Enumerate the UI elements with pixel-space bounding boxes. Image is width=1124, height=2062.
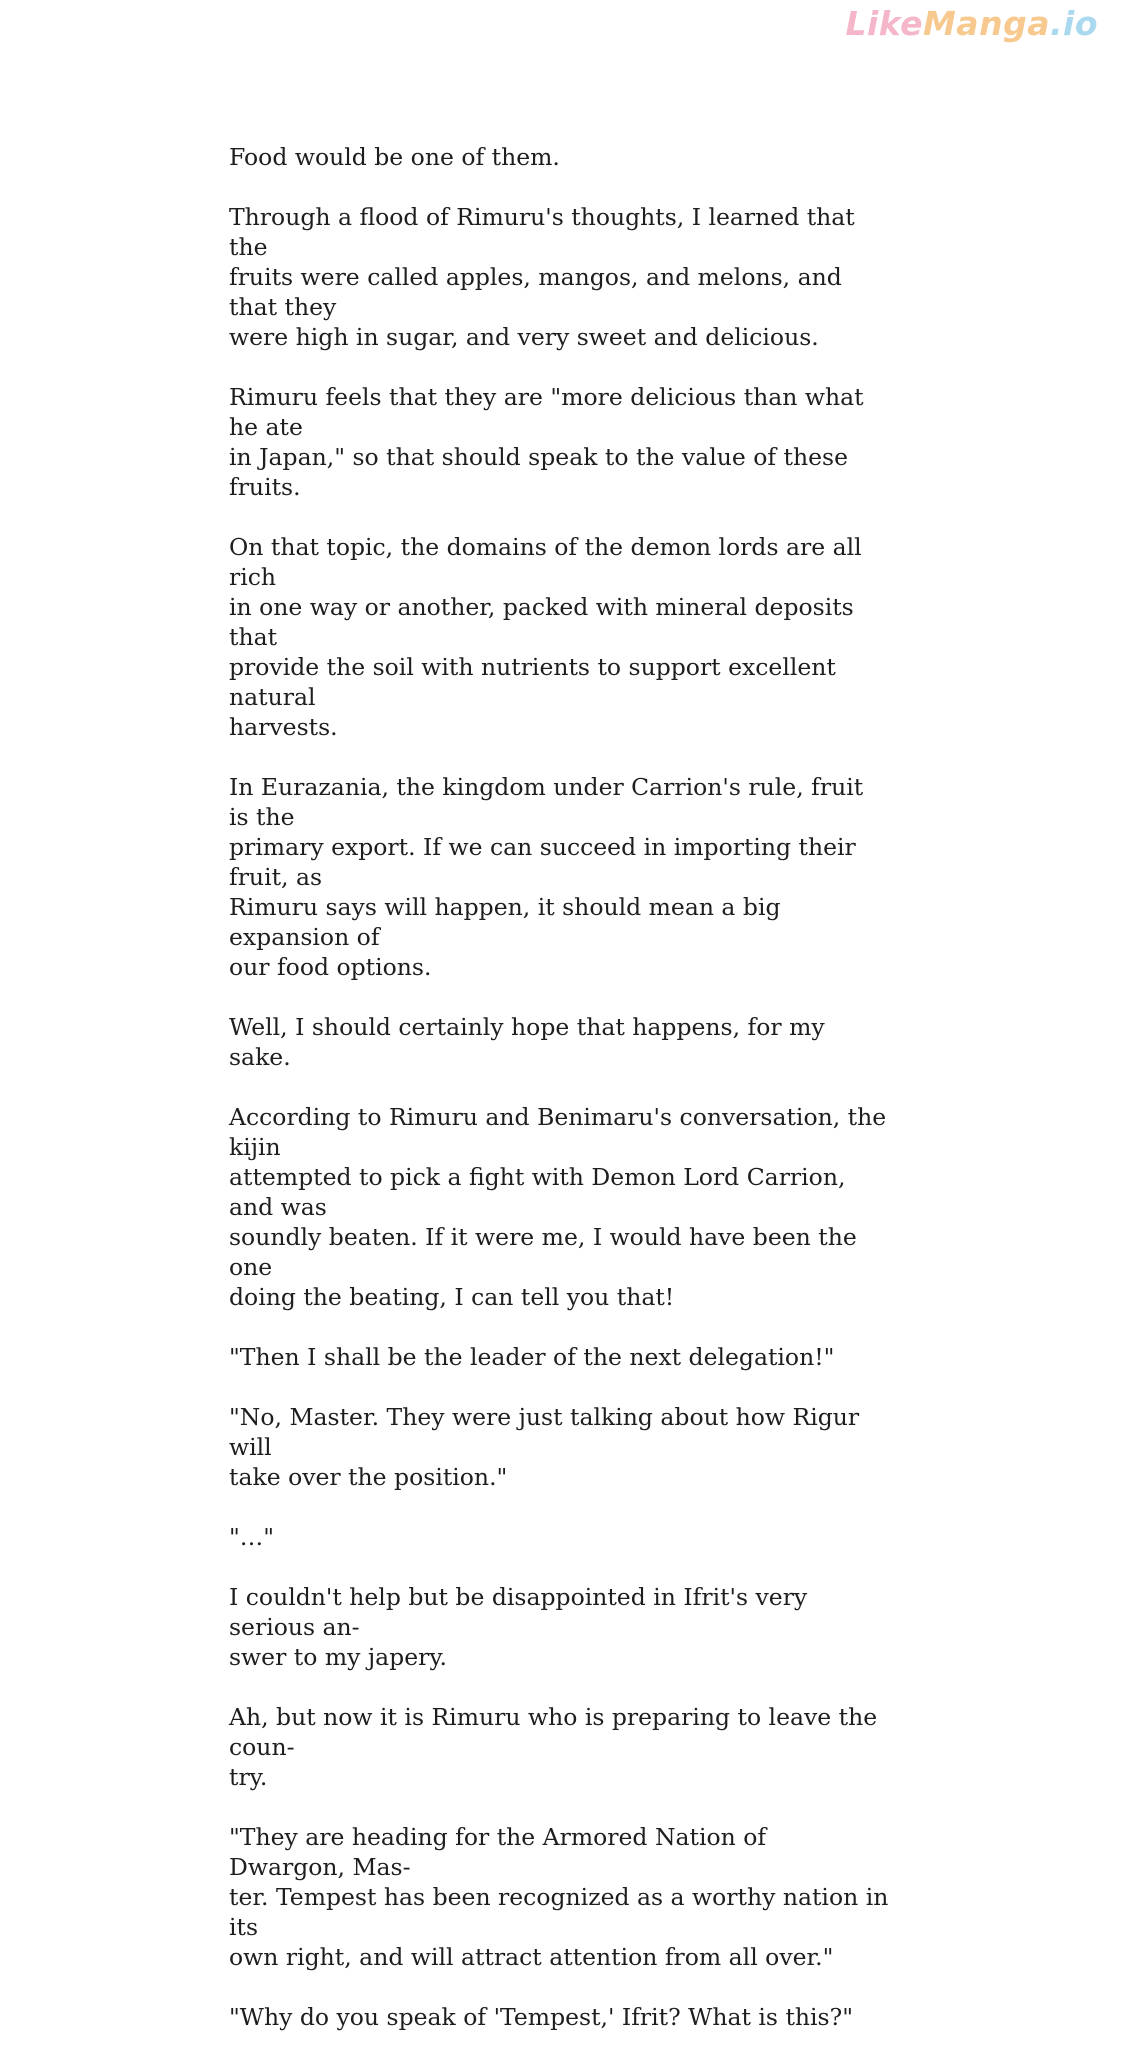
paragraph: Through a flood of Rimuru's thoughts, I learned that the fruits were called apples, mangos, and melons, and that they were high in sugar, and very sweet and delicious. <box>229 203 855 351</box>
novel-text-body <box>229 142 889 2062</box>
paragraph: Ah, but now it is Rimuru who is preparing to leave the coun- try. <box>229 1703 878 1791</box>
watermark-part-manga: Manga <box>922 4 1050 43</box>
paragraph: According to Rimuru and Benimaru's conversation, the kijin attempted to pick a fight with Demon Lord Carrion, and was soundly beaten. If it were me, I would have been the one doing the beating, I can tell you that! <box>229 1103 887 1311</box>
paragraph: Well, I should certainly hope that happens, for my sake. <box>229 1013 825 1071</box>
site-watermark-logo <box>845 4 1098 43</box>
paragraph: Rimuru feels that they are "more delicious than what he ate in Japan," so that should speak to the value of these fruits. <box>229 383 864 501</box>
paragraph: "No, Master. They were just talking about how Rigur will take over the position." <box>229 1403 860 1491</box>
paragraph: "…" <box>229 1523 275 1551</box>
paragraph: "Then I shall be the leader of the next delegation!" <box>229 1343 835 1371</box>
paragraph: Food would be one of them. <box>229 143 560 171</box>
paragraph: On that topic, the domains of the demon lords are all rich in one way or another, packed with mineral deposits that provide the soil with nutrients to support excellent natural harvests. <box>229 533 862 741</box>
watermark-part-like: Like <box>845 4 923 43</box>
paragraph: In Eurazania, the kingdom under Carrion's rule, fruit is the primary export. If we can succeed in importing their fruit, as Rimuru says will happen, it should mean a big expansion of our food options. <box>229 773 864 981</box>
paragraph: I couldn't help but be disappointed in Ifrit's very serious an- swer to my japery. <box>229 1583 808 1671</box>
paragraph: "Why do you speak of 'Tempest,' Ifrit? What is this?" <box>229 2003 854 2031</box>
paragraph: "They are heading for the Armored Nation of Dwargon, Mas- ter. Tempest has been recognized as a worthy nation in its own right, and will attract attention from all over." <box>229 1823 889 1971</box>
watermark-part-io: .io <box>1049 4 1098 43</box>
